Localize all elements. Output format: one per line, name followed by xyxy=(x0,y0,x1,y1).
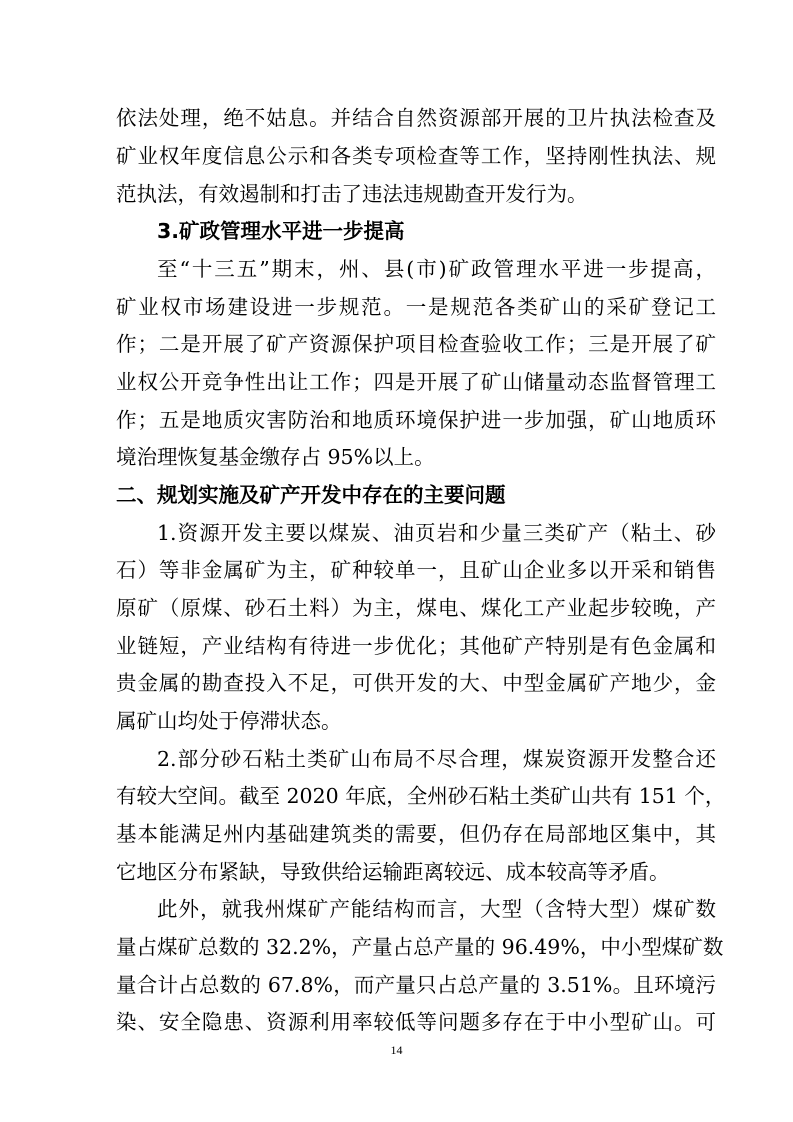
paragraph-3-line-4: 业链短，产业结构有待进一步优化；其他矿产特别是有色金属和 xyxy=(116,634,716,658)
paragraph-2-line-4: 业权公开竞争性出让工作；四是开展了矿山储量动态监督管理工 xyxy=(116,370,716,394)
paragraph-3-line-5: 贵金属的勘查投入不足，可供开发的大、中型金属矿产地少，金 xyxy=(116,671,716,695)
paragraph-5-line-1: 此外，就我州煤矿产能结构而言，大型（含特大型）煤矿数 xyxy=(157,897,716,921)
paragraph-2-line-5: 作；五是地质灾害防治和地质环境保护进一步加强，矿山地质环 xyxy=(116,408,716,432)
paragraph-3-line-2: 石）等非金属矿为主，矿种较单一，且矿山企业多以开采和销售 xyxy=(116,558,716,582)
paragraph-2-line-6: 境治理恢复基金缴存占 95%以上。 xyxy=(116,445,435,469)
paragraph-1-line-2: 矿业权年度信息公示和各类专项检查等工作，坚持刚性执法、规 xyxy=(116,144,716,168)
paragraph-1-line-1: 依法处理，绝不姑息。并结合自然资源部开展的卫片执法检查及 xyxy=(116,106,716,130)
paragraph-5-line-3: 量合计占总数的 67.8%，而产量只占总产量的 3.51%。且环境污 xyxy=(116,973,716,997)
paragraph-3-line-6: 属矿山均处于停滞状态。 xyxy=(116,709,342,733)
paragraph-2-line-3: 作；二是开展了矿产资源保护项目检查验收工作；三是开展了矿 xyxy=(116,332,716,356)
paragraph-4-line-1: 2.部分砂石粘土类矿山布局不尽合理，煤炭资源开发整合还 xyxy=(157,747,716,771)
paragraph-5-line-2: 量占煤矿总数的 32.2%，产量占总产量的 96.49%，中小型煤矿数 xyxy=(116,935,724,959)
paragraph-5-line-4: 染、安全隐患、资源利用率较低等问题多存在于中小型矿山。可 xyxy=(116,1010,716,1034)
paragraph-3-line-3: 原矿（原煤、砂石土料）为主，煤电、煤化工产业起步较晚，产 xyxy=(116,596,716,620)
paragraph-3-line-1: 1.资源开发主要以煤炭、油页岩和少量三类矿产（粘土、砂 xyxy=(157,521,716,545)
paragraph-2-line-1: 至“十三五”期末，州、县(市)矿政管理水平进一步提高， xyxy=(157,257,716,281)
section-heading-2: 二、规划实施及矿产开发中存在的主要问题 xyxy=(116,483,506,507)
paragraph-4-line-4: 它地区分布紧缺，导致供给运输距离较远、成本较高等矛盾。 xyxy=(116,860,670,884)
paragraph-2-line-2: 矿业权市场建设进一步规范。一是规范各类矿山的采矿登记工 xyxy=(116,295,716,319)
page-number: 14 xyxy=(390,1043,403,1057)
paragraph-4-line-3: 基本能满足州内基础建筑类的需要，但仍存在局部地区集中，其 xyxy=(116,822,716,846)
subheading-3: 3.矿政管理水平进一步提高 xyxy=(157,219,405,243)
paragraph-4-line-2: 有较大空间。截至 2020 年底，全州砂石粘土类矿山共有 151 个， xyxy=(116,784,726,808)
paragraph-1-line-3: 范执法，有效遏制和打击了违法违规勘查开发行为。 xyxy=(116,182,588,206)
